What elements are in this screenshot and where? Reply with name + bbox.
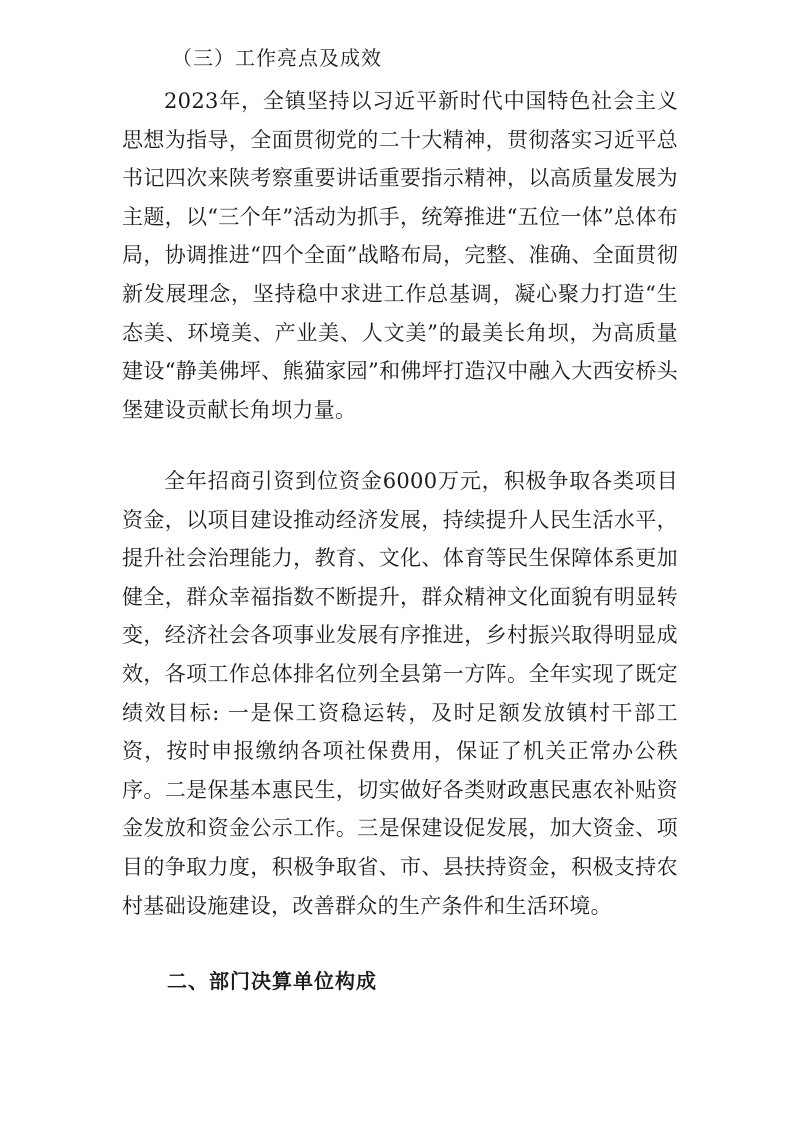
subsection-heading: （三）工作亮点及成效: [172, 46, 382, 70]
section-heading: 二、部门决算单位构成: [167, 969, 377, 993]
paragraph-annual-results: 全年招商引资到位资金6000万元，积极争取各类项目资金，以项目建设推动经济发展，持续提升人民生活水平，提升社会治理能力，教育、文化、体育等民生保障体系更加健全，群众幸福指数不断提升，群众精神文化面貌有明显转变，经济社会各项事业发展有序推进，乡村振兴取得明显成效，各项工作总体排名位列全县第一方阵。全年实现了既定绩效目标: 一是保工资稳运转，及时足额发放镇村干部工资，按时申报缴纳各项社保费用，保证了机关正常办公秩序。二是保基本惠民生，切实做好各类财政惠民惠农补贴资金发放和资金公示工作。三是保建设促发展，加大资金、项目的争取力度，积极争取省、市、县扶持资金，积极支持农村基础设施建设，改善群众的生产条件和生活环境。: [122, 469, 678, 918]
paragraph-work-highlights: 2023年，全镇坚持以习近平新时代中国特色社会主义思想为指导，全面贯彻党的二十大精神，贯彻落实习近平总书记四次来陕考察重要讲话重要指示精神，以高质量发展为主题，以“三个年”活动为抓手，统筹推进“五位一体”总体布局，协调推进“四个全面”战略布局，完整、准确、全面贯彻新发展理念，坚持稳中求进工作总基调，凝心聚力打造“生态美、环境美、产业美、人文美”的最美长角坝，为高质量建设“静美佛坪、熊猫家园”和佛坪打造汉中融入大西安桥头堡建设贡献长角坝力量。: [122, 89, 678, 422]
